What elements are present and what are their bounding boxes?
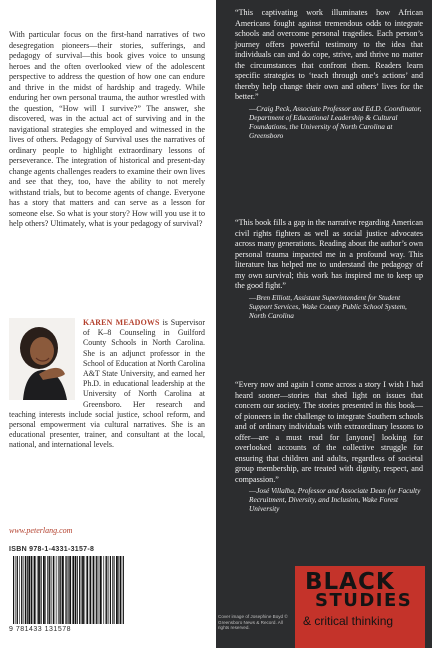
series-logo-line3: & critical thinking: [303, 614, 394, 628]
endorsement-attribution: —José Villalba, Professor and Associate Dean for Faculty Recruitment, Diversity, and Inclusion, Wake Forest University: [249, 486, 421, 514]
author-bio-text: is Supervisor of K–8 Counseling in Guilford County Schools in North Carolina. She is an adjunct professor in the School of Education at North Carolina A&T State University, and earned her Ph.D. in educational leadership at the University of North Carolina at Greensboro. Her research and teaching interests include social justice, school reform, and personal empowerment via cultural narratives. She is an educational presenter, trainer, and consultant at the local, national, and international levels.: [9, 318, 205, 450]
endorsement: [235, 218, 423, 320]
author-bio: [9, 318, 205, 451]
endorsement-quote: “This book fills a gap in the narrative regarding American civil rights fighters as well as social justice advocates across many generations. Reading about the author’s own personal trauma impacted me in a profound way. This literature has helped me to understand the pedagogy of my own survival; this work has inspired me to keep up the good fight.”: [235, 218, 423, 290]
endorsement-attribution: —Bren Elliott, Assistant Superintendent for Student Support Services, Wake County Public School System, North Carolina: [249, 292, 407, 320]
cover-credit: Cover image of Josephine Boyd © Greensboro News & Record. All rights reserved.: [218, 614, 288, 631]
endorsement-quote: “Every now and again I come across a story I wish I had heard sooner—stories that shed light on issues that concern our society. The stories presented in this book—of pioneers in the challenge to integrate Southern schools and of ordinary individuals with extraordinary lessons to offer—are a must read for [anyone] looking for overlooked accounts of the collective struggle for ensuring that children and adults, regardless of societal group membership, are treated with dignity, respect, and compassion.”: [235, 380, 423, 484]
publisher-url[interactable]: www.peterlang.com: [9, 526, 73, 535]
series-logo-line2: STUDIES: [315, 590, 413, 611]
endorsement: [235, 380, 423, 514]
synopsis-paragraph: With particular focus on the first-hand narratives of two desegregation pioneers—their stories, sufferings, and pedagogy of survival—this book gives voice to unsung heroes and the often overlooked view of the adolescent perspective to address the question of how one can endure and thrive in the midst of hardship and tragedy. While enduring her own personal trauma, the author wrestled with the question, “How will I survive?” The answer, she discovered, was in the actual act of surviving and in the navigational strategies she employed and witnessed in the lives of others. Pedagogy of Survival uses the narratives of ordinary people to highlight extraordinary lessons of perseverance. The integration of historical and present-day change agents challenges readers to examine their own lives and see that they, too, have the ability to not merely withstand trials, but to become agents of change. Everyone has a story that matters and can serve as a lesson for someone else. So what is your story? How will you use it to help others? Ultimately, what is your pedagogy of survival?: [9, 30, 205, 228]
series-logo-line1: BLACK: [305, 569, 395, 595]
series-logo: [295, 566, 425, 648]
isbn-barcode-block: [9, 546, 127, 638]
photo-spacer: [9, 318, 79, 402]
endorsement: [235, 8, 423, 140]
endorsement-attribution: —Craig Peck, Associate Professor and Ed.D. Coordinator, Department of Educational Leadership & Cultural Foundations, the University of North Carolina at Greensboro: [249, 103, 422, 141]
isbn-label: ISBN 978-1-4331-3157-8: [9, 546, 95, 553]
endorsement-quote: “This captivating work illuminates how African Americans fought against tremendous odds to integrate schools and overcome personal tragedies. Each person’s journey offers powerful testimony to the idea that individuals can and do cope, strive, and thrive no matter the circumstances that confront them. Readers learn specific strategies to ‘teach through one’s actions’ and thereby help change their own and others’ lives for the better.”: [235, 8, 423, 101]
isbn-digits: 9 781433 131578: [9, 626, 71, 633]
author-name: KAREN MEADOWS: [83, 318, 160, 327]
barcode-icon: [9, 556, 127, 626]
